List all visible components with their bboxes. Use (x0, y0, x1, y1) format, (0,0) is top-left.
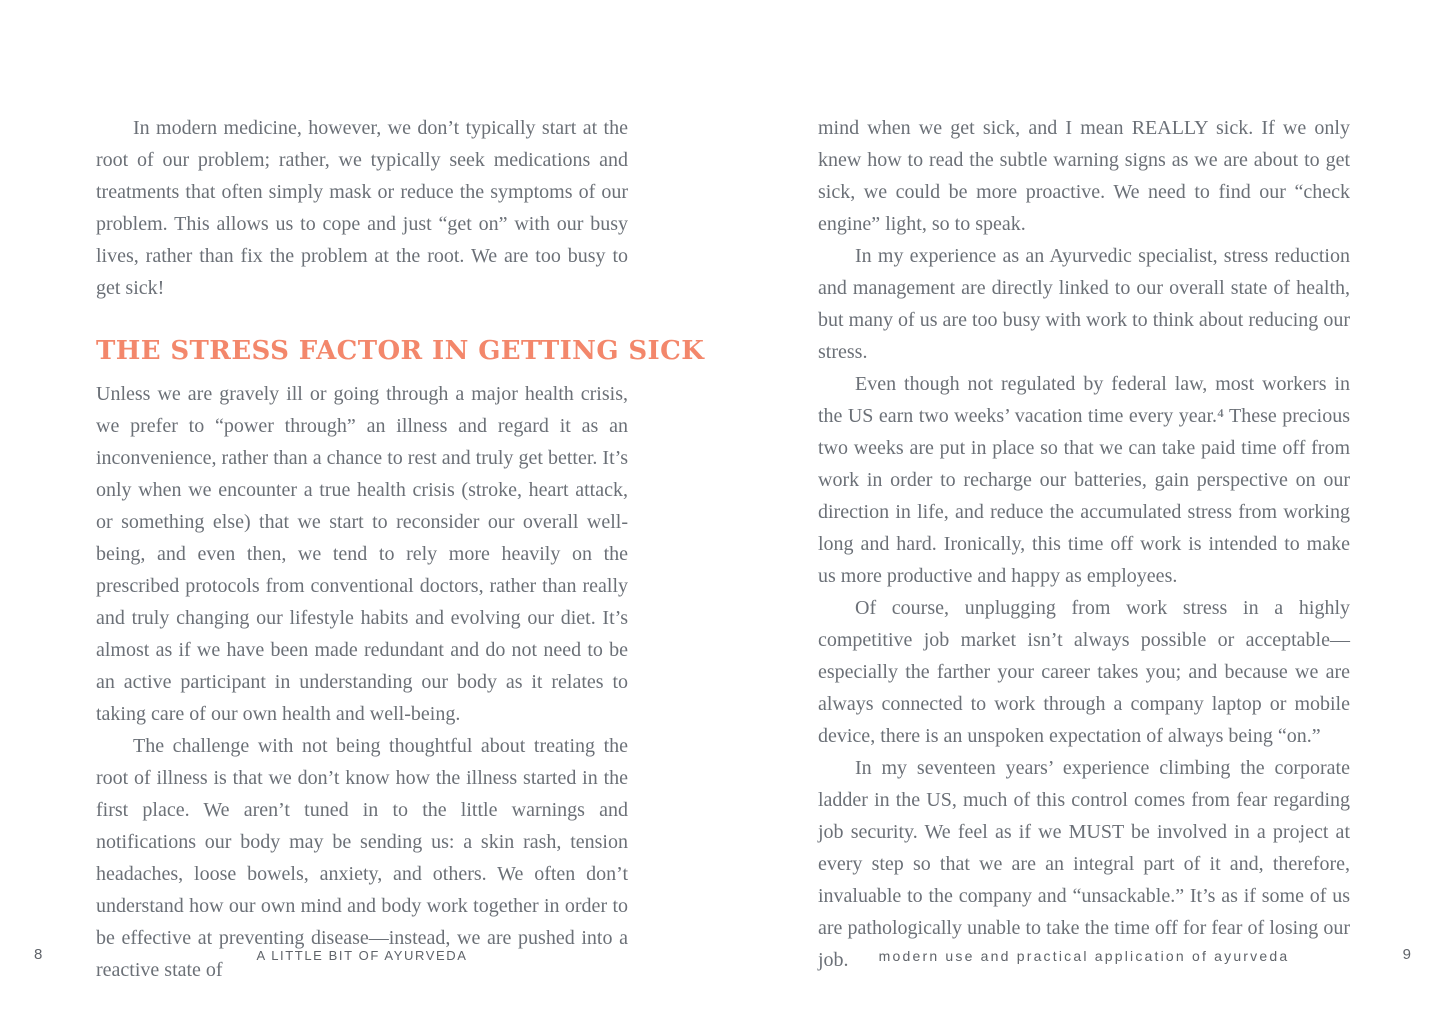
section-heading: THE STRESS FACTOR IN GETTING SICK (96, 336, 705, 366)
right-page-number: 9 (1402, 946, 1411, 963)
body-paragraph: Of course, unplugging from work stress in a highly competitive job market isn’t always possible or acceptable—especially the farther your career takes you; and because we are always connected to work through a company laptop or mobile device, there is an unspoken expectation of always being “on.” (818, 597, 1350, 747)
body-paragraph: In my seventeen years’ experience climbing the corporate ladder in the US, much of this control comes from fear regarding job security. We feel as if we MUST be involved in a project at every step so that we are an integral part of it and, therefore, invaluable to the company and “unsackable.” It’s as if some of us are pathologically unable to take the time off for fear of losing our job. (818, 757, 1350, 971)
left-running-head: A LITTLE BIT OF AYURVEDA (256, 948, 468, 963)
body-paragraph: In my experience as an Ayurvedic specialist, stress reduction and management are directly linked to our overall state of health, but many of us are too busy with work to think about reducing our stress. (818, 245, 1350, 363)
body-paragraph: mind when we get sick, and I mean REALLY sick. If we only knew how to read the subtle warning signs as we are about to get sick, we could be more proactive. We need to find our “check engine” light, so to speak. (818, 117, 1350, 235)
body-paragraph: Unless we are gravely ill or going through a major health crisis, we prefer to “power through” an illness and regard it as an inconvenience, rather than a chance to rest and truly get better. It’s only when we encounter a true health crisis (stroke, heart attack, or something else) that we start to reconsider our overall well-being, and even then, we tend to rely more heavily on the prescribed protocols from conventional doctors, rather than really and truly changing our lifestyle habits and evolving our diet. It’s almost as if we have been made redundant and do not need to be an active participant in understanding our body as it relates to taking care of our own health and well-being. (96, 383, 628, 725)
left-page-number: 8 (34, 946, 43, 963)
right-text-column (818, 112, 1350, 976)
body-paragraph: The challenge with not being thoughtful about treating the root of illness is that we don’t know how the illness started in the first place. We aren’t tuned in to the little warnings and notifications our body may be sending us: a skin rash, tension headaches, loose bowels, anxiety, and others. We often don’t understand how our own mind and body work together in order to be effective at preventing disease—instead, we are pushed into a reactive state of (96, 735, 628, 981)
body-paragraph: Even though not regulated by federal law, most workers in the US earn two weeks’ vacation time every year.⁴ These precious two weeks are put in place so that we can take paid time off from work in order to recharge our batteries, gain perspective on our direction in life, and reduce the accumulated stress from working long and hard. Ironically, this time off work is intended to make us more productive and happy as employees. (818, 373, 1350, 587)
left-text-column (96, 112, 705, 986)
body-paragraph: In modern medicine, however, we don’t typically start at the root of our problem; rather, we typically seek medications and treatments that often simply mask or reduce the symptoms of our problem. This allows us to cope and just “get on” with our busy lives, rather than fix the problem at the root. We are too busy to get sick! (96, 117, 628, 299)
right-running-head: modern use and practical application of ayurveda (878, 948, 1290, 964)
